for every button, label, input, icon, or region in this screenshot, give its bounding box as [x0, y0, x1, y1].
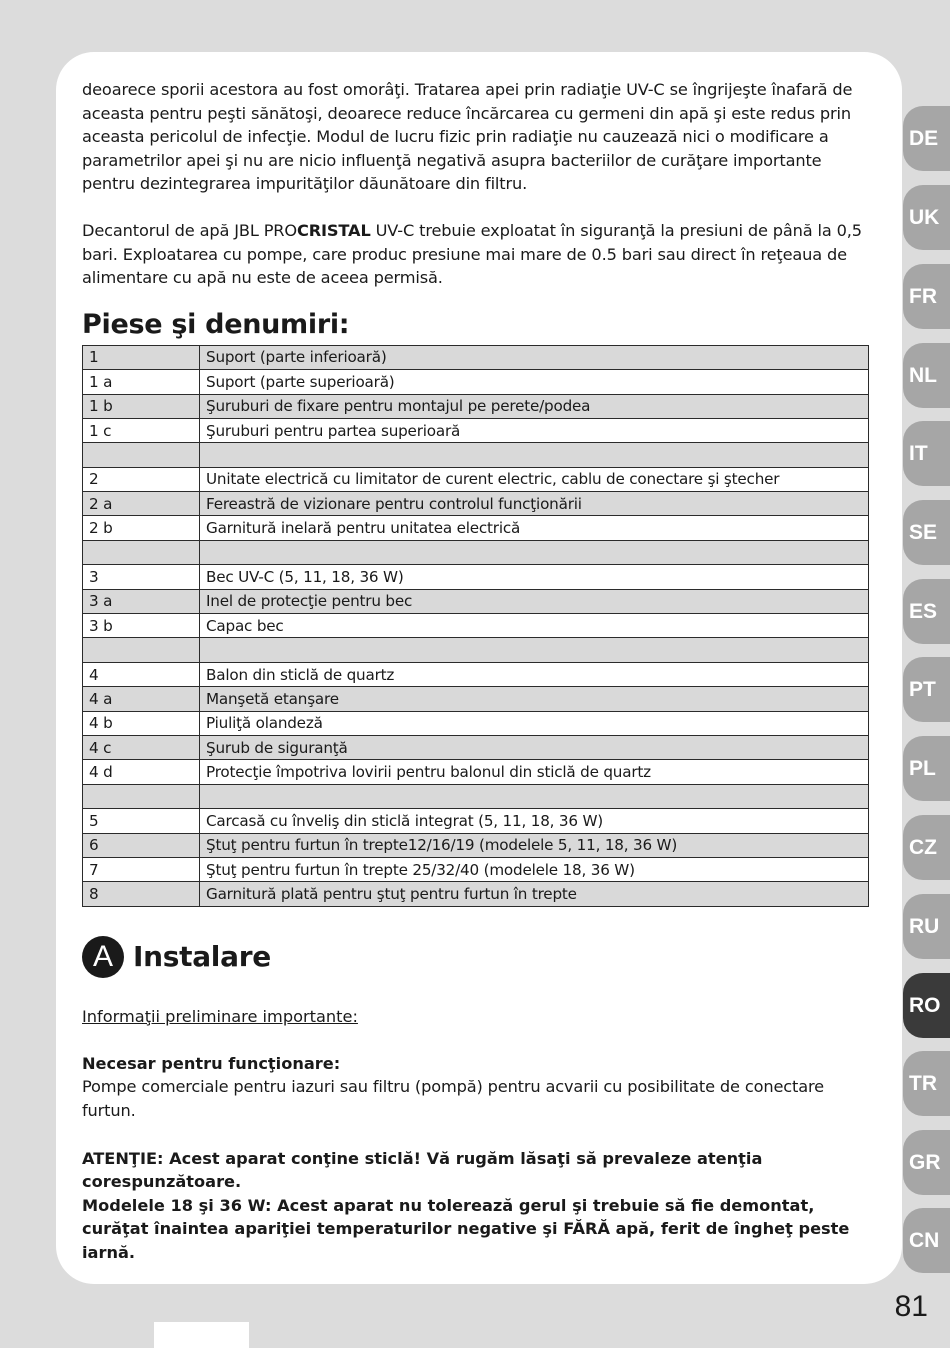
table-row: [83, 662, 869, 686]
part-number: [83, 638, 200, 662]
part-number: 2 a: [83, 492, 200, 516]
table-row: [83, 736, 869, 760]
part-number: 5: [83, 809, 200, 833]
part-name: Garnitură inelară pentru unitatea electrică: [200, 516, 869, 540]
part-name: [200, 540, 869, 564]
part-number: 2 b: [83, 516, 200, 540]
part-number: 3: [83, 565, 200, 589]
table-row: [83, 565, 869, 589]
part-number: 1: [83, 345, 200, 369]
requirements-title: Necesar pentru funcţionare:: [82, 1053, 341, 1073]
part-name: Şuruburi de fixare pentru montajul pe perete/podea: [200, 394, 869, 418]
part-name: Unitate electrică cu limitator de curent electric, cablu de conectare şi ştecher: [200, 467, 869, 491]
language-tab-gr[interactable]: GR: [903, 1130, 950, 1195]
intro-paragraph-1: deoarece sporii acestora au fost omorâţi. Tratarea apei prin radiaţie UV-C se îngrijeşte înafară de aceasta pentru peşti sănătoşi, deoarece reduce încărcarea cu germeni din apă şi este redus prin aceasta pericolul de infecţie. Modul de lucru fizic prin radiaţie nu cauzează nici o modificare a parametrilor apei şi nu are nicio influenţă negativă asupra bacteriilor de curăţare importante pentru dezintegrarea impurităţilor dăunătoare din filtru.: [82, 80, 853, 194]
part-number: 3 b: [83, 614, 200, 638]
section-a-badge: A: [82, 936, 124, 978]
warning-frost: Modelele 18 şi 36 W: Acest aparat nu tolerează gerul şi trebuie să fie demontat, curăţat înaintea apariţiei temperaturilor negative şi FĂRĂ apă, ferit de îngheţ peste iarnă.: [82, 1195, 850, 1262]
table-row: [83, 857, 869, 881]
parts-heading: Piese şi denumiri:: [82, 308, 350, 340]
part-name: Şurub de siguranţă: [200, 736, 869, 760]
language-tab-nl[interactable]: NL: [903, 343, 950, 408]
brand-name: CRISTAL: [297, 220, 371, 240]
part-number: [83, 443, 200, 467]
language-tab-pl[interactable]: PL: [903, 736, 950, 801]
part-name: Ştuţ pentru furtun în trepte 25/32/40 (modelele 18, 36 W): [200, 857, 869, 881]
part-number: [83, 784, 200, 808]
part-name: Suport (parte inferioară): [200, 345, 869, 369]
part-number: 4 b: [83, 711, 200, 735]
table-row: [83, 418, 869, 442]
table-row: [83, 443, 869, 467]
warning-glass: ATENŢIE: Acest aparat conţine sticlă! Vă rugăm lăsaţi să prevaleze atenţia corespunzătoare.: [82, 1148, 763, 1192]
part-number: 4: [83, 662, 200, 686]
part-name: Capac bec: [200, 614, 869, 638]
part-name: Piuliţă olandeză: [200, 711, 869, 735]
language-tab-de[interactable]: DE: [903, 106, 950, 171]
language-tab-se[interactable]: SE: [903, 500, 950, 565]
table-row: [83, 467, 869, 491]
part-name: Manşetă etanşare: [200, 687, 869, 711]
part-name: Fereastră de vizionare pentru controlul funcţionării: [200, 492, 869, 516]
part-name: Suport (parte superioară): [200, 370, 869, 394]
table-row: [83, 687, 869, 711]
part-name: Garnitură plată pentru ştuţ pentru furtun în trepte: [200, 882, 869, 906]
part-name: Ştuţ pentru furtun în trepte12/16/19 (modelele 5, 11, 18, 36 W): [200, 833, 869, 857]
language-tab-ro[interactable]: RO: [903, 973, 950, 1038]
part-name: Protecţie împotriva lovirii pentru balonul din sticlă de quartz: [200, 760, 869, 784]
part-number: 4 c: [83, 736, 200, 760]
part-number: 6: [83, 833, 200, 857]
table-row: [83, 394, 869, 418]
intro-paragraph-2: [82, 219, 872, 290]
language-tab-it[interactable]: IT: [903, 421, 950, 486]
part-name: Bec UV-C (5, 11, 18, 36 W): [200, 565, 869, 589]
table-row: [83, 784, 869, 808]
part-number: 1 a: [83, 370, 200, 394]
part-number: 1 b: [83, 394, 200, 418]
language-tab-ru[interactable]: RU: [903, 894, 950, 959]
language-tab-es[interactable]: ES: [903, 579, 950, 644]
table-row: [83, 589, 869, 613]
table-row: [83, 711, 869, 735]
part-number: 4 d: [83, 760, 200, 784]
part-number: 1 c: [83, 418, 200, 442]
page-number: 81: [894, 1290, 928, 1323]
install-title: Instalare: [133, 940, 271, 974]
table-row: [83, 833, 869, 857]
preliminary-info-heading: Informaţii preliminare importante:: [82, 1006, 358, 1026]
table-row: [83, 540, 869, 564]
para2-suffix: UV-C trebuie exploatat în siguranţă la presiuni de până la 0,5 bari. Exploatarea cu pompe, care produc presiune mai mare de 0.5 bari sau direct în reţeaua de alimentare cu apă nu este de aceea permisă.: [82, 220, 862, 288]
part-name: [200, 638, 869, 662]
part-number: 2: [83, 467, 200, 491]
language-tab-fr[interactable]: FR: [903, 264, 950, 329]
table-row: [83, 345, 869, 369]
part-name: [200, 443, 869, 467]
language-tab-tr[interactable]: TR: [903, 1051, 950, 1116]
part-name: [200, 784, 869, 808]
table-row: [83, 492, 869, 516]
install-header: [82, 935, 872, 979]
table-row: [83, 638, 869, 662]
language-tab-cn[interactable]: CN: [903, 1208, 950, 1273]
part-name: Carcasă cu înveliş din sticlă integrat (5, 11, 18, 36 W): [200, 809, 869, 833]
part-name: Inel de protecţie pentru bec: [200, 589, 869, 613]
language-tab-uk[interactable]: UK: [903, 185, 950, 250]
table-row: [83, 760, 869, 784]
table-row: [83, 882, 869, 906]
para2-prefix: Decantorul de apă JBL PRO: [82, 220, 297, 240]
part-number: 8: [83, 882, 200, 906]
part-number: 3 a: [83, 589, 200, 613]
part-name: Balon din sticlă de quartz: [200, 662, 869, 686]
language-tab-pt[interactable]: PT: [903, 657, 950, 722]
bottom-strip: [154, 1322, 249, 1348]
page-content: [82, 78, 872, 1264]
table-row: [83, 614, 869, 638]
part-number: [83, 540, 200, 564]
table-row: [83, 809, 869, 833]
table-row: [83, 370, 869, 394]
table-row: [83, 516, 869, 540]
part-name: Şuruburi pentru partea superioară: [200, 418, 869, 442]
part-number: 4 a: [83, 687, 200, 711]
part-number: 7: [83, 857, 200, 881]
language-tab-cz[interactable]: CZ: [903, 815, 950, 880]
requirements-text: Pompe comerciale pentru iazuri sau filtru (pompă) pentru acvarii cu posibilitate de conectare furtun.: [82, 1077, 824, 1120]
parts-table: [82, 345, 869, 907]
